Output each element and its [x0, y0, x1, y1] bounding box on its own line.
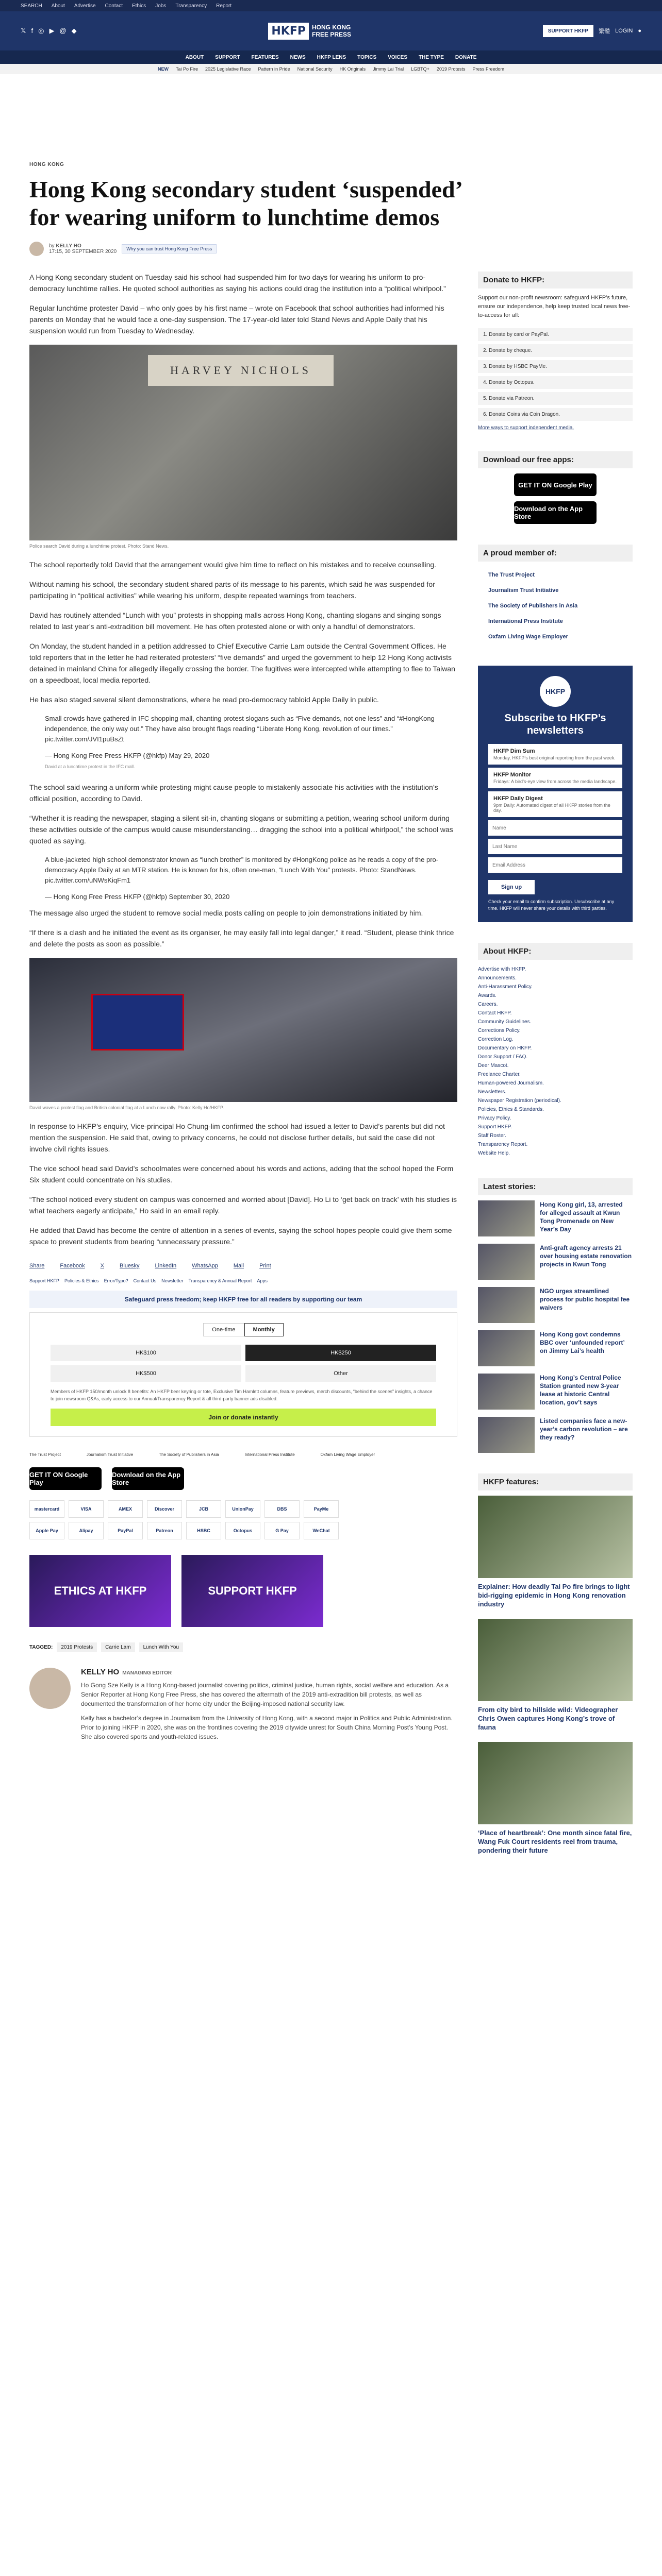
support-banner[interactable]: SUPPORT HKFP: [181, 1555, 323, 1627]
newsletter-widget: [478, 666, 633, 922]
donate-widget: [478, 272, 633, 431]
support-hkfp-button[interactable]: SUPPORT HKFP: [543, 25, 593, 37]
bio-paragraph: Ho Gong Sze Kelly is a Hong Kong-based journalist covering politics, criminal justice, human rights, social welfare and education. As a Senior Reporter at Hong Kong Free Press, she has covered the aftermath of the 2019 anti-extradition bill protests, as well as documented the transformation of her home city under the Beijing-imposed national security law.: [81, 1682, 449, 1707]
author-bio: [81, 1668, 457, 1747]
article-photo: [29, 345, 457, 540]
nav-voices[interactable]: VOICES: [388, 54, 407, 60]
about-link[interactable]: Donor Support / FAQ.: [478, 1054, 528, 1060]
share-linkedin[interactable]: LinkedIn: [155, 1263, 177, 1269]
newsletter-title: Subscribe to HKFP’s newsletters: [504, 713, 606, 736]
about-link[interactable]: Correction Log.: [478, 1037, 514, 1042]
hot-topic[interactable]: National Security: [297, 66, 333, 72]
feature-title[interactable]: Explainer: How deadly Tai Po fire brings to light bid-rigging epidemic in Hong Kong renovation industry: [478, 1583, 630, 1608]
story-title[interactable]: Hong Kong girl, 13, arrested for alleged assault at Kwun Tong Promenade on New Year’s Day: [540, 1201, 623, 1233]
about-link[interactable]: Staff Roster.: [478, 1133, 506, 1139]
widget-heading: Latest stories:: [478, 1178, 633, 1195]
member-logo[interactable]: Oxfam Living Wage Employer: [488, 634, 568, 640]
nav-support[interactable]: SUPPORT: [215, 54, 240, 60]
about-link[interactable]: Support HKFP.: [478, 1124, 512, 1130]
paragraph: “Whether it is reading the newspaper, staging a silent sit-in, chanting slogans or submitting a petition, wearing school uniform during these activities outside of the campus would cause misunderstanding… dragging the school into a political whirlpool,” the school was quoted as saying.: [29, 814, 453, 845]
member-logo[interactable]: The Society of Publishers in Asia: [488, 603, 578, 609]
hot-topic[interactable]: Tai Po Fire: [175, 66, 198, 72]
nav-donate[interactable]: DONATE: [455, 54, 477, 60]
widget-heading: Donate to HKFP:: [478, 272, 633, 289]
hot-topic[interactable]: Pattern in Pride: [258, 66, 290, 72]
tag[interactable]: Carrie Lam: [101, 1642, 135, 1652]
nav-features[interactable]: FEATURES: [251, 54, 279, 60]
donate-method[interactable]: 6. Donate Coins via Coin Dragon.: [478, 408, 633, 421]
payment-icon[interactable]: Discover: [147, 1500, 182, 1518]
share-print[interactable]: Print: [259, 1263, 271, 1269]
join-donate-button[interactable]: Join or donate instantly: [51, 1409, 436, 1426]
story-title[interactable]: Hong Kong’s Central Police Station granted new 3-year lease at historic Central location, gov’t says: [540, 1374, 621, 1406]
feature-image[interactable]: [478, 1742, 633, 1824]
widget-heading: HKFP features:: [478, 1473, 633, 1490]
feature-title[interactable]: From city bird to hillside wild: Videographer Chris Owen captures Hong Kong’s trove of fauna: [478, 1706, 618, 1731]
payment-icon[interactable]: Apple Pay: [29, 1522, 64, 1539]
topbar-contact[interactable]: Contact: [105, 3, 123, 9]
content-columns: [29, 272, 633, 1875]
app-store-button[interactable]: Download on the App Store: [514, 501, 597, 524]
apps-widget: [478, 451, 633, 524]
story-item[interactable]: [478, 1374, 633, 1410]
last-name-field[interactable]: [488, 839, 622, 854]
amount-option[interactable]: Other: [245, 1365, 436, 1382]
payment-icon[interactable]: G Pay: [264, 1522, 300, 1539]
partner-logo[interactable]: The Society of Publishers in Asia: [159, 1452, 219, 1457]
newsletter-note: Check your email to confirm subscription. Unsubscribe at any time. HKFP will never share your details with third parties.: [488, 899, 615, 911]
paragraph: “The school noticed every student on campus was concerned and worried about [David]. Ho Li to ‘get back on track’ with his studies is what teachers eagerly anticipate,” Ho said in an email reply.: [29, 1195, 457, 1215]
topbar-about[interactable]: About: [51, 3, 65, 9]
flag-graphic: [91, 994, 184, 1050]
mastodon-icon[interactable]: ◆: [71, 27, 77, 35]
member-logo[interactable]: The Trust Project: [488, 572, 535, 578]
bio-paragraph: Kelly has a bachelor’s degree in Journalism from the University of Hong Kong, with a second major in Politics and Public Administration. Prior to joining HKFP in 2020, she was on the frontlines covering the 2019 citywide unrest for South China Morning Post’s Young Post. She also covered sports and youth-related issues.: [81, 1715, 453, 1740]
paragraph: “If there is a clash and he initiated the event as its organiser, he may easily fall into legal danger,” it read. “Student, please think thrice and delete the posts as soon as possible.”: [29, 928, 454, 948]
article-body: [29, 272, 457, 1875]
sidebar-app-buttons: [478, 473, 633, 524]
story-thumbnail[interactable]: [478, 1374, 535, 1410]
paragraph: The message also urged the student to remove social media posts calling on people to join demonstrations initiated by him.: [29, 909, 423, 917]
logo-text: HONG KONG FREE PRESS: [312, 24, 352, 38]
payment-icon[interactable]: Alipay: [69, 1522, 104, 1539]
story-thumbnail[interactable]: [478, 1244, 535, 1280]
story-item[interactable]: [478, 1200, 633, 1236]
hot-topic[interactable]: HK Originals: [339, 66, 366, 72]
payment-icon[interactable]: DBS: [264, 1500, 300, 1518]
one-time-tab[interactable]: One-time: [203, 1323, 244, 1336]
topbar-advertise[interactable]: Advertise: [74, 3, 96, 9]
publish-date: 17:15, 30 SEPTEMBER 2020: [49, 249, 117, 255]
nav-type[interactable]: THE TYPE: [419, 54, 444, 60]
tweet-source[interactable]: — Hong Kong Free Press HKFP (@hkfp) May 29, 2020: [45, 752, 210, 759]
main-nav: [0, 50, 662, 64]
widget-heading: About HKFP:: [478, 943, 633, 960]
about-link[interactable]: Website Help.: [478, 1150, 510, 1156]
member-logos: [478, 567, 633, 645]
latest-stories-widget: [478, 1178, 633, 1453]
ethics-banner[interactable]: ETHICS AT HKFP: [29, 1555, 171, 1627]
logo-mark: HKFP: [268, 23, 309, 40]
features-widget: [478, 1473, 633, 1855]
nav-about[interactable]: ABOUT: [185, 54, 204, 60]
story-title[interactable]: Hong Kong govt condemns BBC over ‘unfounded report’ on Jimmy Lai’s health: [540, 1331, 625, 1354]
about-link[interactable]: Policies, Ethics & Standards.: [478, 1107, 544, 1112]
donate-method[interactable]: 4. Donate by Octopus.: [478, 376, 633, 389]
donate-intro: Support our non-profit newsroom: safeguard HKFP’s future, ensure our independence, help keep trusted local news free-to-access for all:: [478, 295, 631, 318]
about-link[interactable]: Corrections Policy.: [478, 1028, 521, 1033]
google-play-button[interactable]: GET IT ON Google Play: [514, 473, 597, 496]
policy-links: [29, 1278, 457, 1283]
about-links: [478, 965, 633, 1158]
hot-topics-bar: [0, 64, 662, 74]
donation-box: [29, 1312, 457, 1437]
trust-badge[interactable]: Why you can trust Hong Kong Free Press: [122, 244, 217, 253]
monthly-tab[interactable]: Monthly: [244, 1323, 284, 1336]
payment-icon[interactable]: WeChat: [304, 1522, 339, 1539]
payment-methods: [29, 1500, 339, 1539]
author-avatar: [29, 242, 44, 256]
story-thumbnail[interactable]: [478, 1287, 535, 1323]
share-x[interactable]: X: [100, 1263, 105, 1269]
donate-method[interactable]: 1. Donate by card or PayPal.: [478, 328, 633, 341]
newsletter-option[interactable]: HKFP Daily Digest 9pm Daily: Automated digest of all HKFP stories from the day.: [488, 791, 622, 817]
partner-logo[interactable]: Journalism Trust Initiative: [86, 1452, 134, 1457]
tag-list: [29, 1642, 457, 1652]
author-name[interactable]: KELLY HO MANAGING EDITOR: [81, 1668, 172, 1676]
widget-heading: A proud member of:: [478, 545, 633, 562]
newsletter-logo: HKFP: [540, 676, 571, 707]
x-icon[interactable]: 𝕏: [21, 27, 26, 35]
search-link[interactable]: SEARCH: [21, 3, 42, 9]
payment-icon[interactable]: PayPal: [108, 1522, 143, 1539]
site-header: [0, 11, 662, 50]
donate-methods: [478, 328, 633, 421]
embedded-tweet: [45, 855, 457, 902]
member-logo[interactable]: Journalism Trust Initiative: [488, 587, 559, 594]
amount-option[interactable]: HK$500: [51, 1365, 241, 1382]
story-thumbnail[interactable]: [478, 1330, 535, 1366]
article-title: Hong Kong secondary student ‘suspended’ for wearing uniform to lunchtime demos: [29, 176, 461, 230]
name-field[interactable]: [488, 820, 622, 836]
topbar-jobs[interactable]: Jobs: [155, 3, 167, 9]
tweet-text: Small crowds have gathered in IFC shopping mall, chanting protest slogans such as “Five demands, not one less” and “#HongKong independence, the only way out.” They have also brought flags reading “Liberate Hong Kong, revolution of our times.” pic.twitter.com/JVI1puBsZt: [45, 715, 435, 743]
nav-news[interactable]: NEWS: [290, 54, 306, 60]
widget-heading: Download our free apps:: [478, 451, 633, 468]
paragraph: He added that David has become the centre of attention in a series of events, saying the school hopes people could give them some space to prevent students from bearing “unnecessary pressure.”: [29, 1226, 452, 1246]
about-link[interactable]: Newspaper Registration (periodical).: [478, 1098, 561, 1104]
sidebar: [478, 272, 633, 1875]
paragraph: The vice school head said David’s schoolmates were concerned about his words and actions, adding that the school hoped the Form Six student could concentrate on his studies.: [29, 1164, 454, 1184]
payment-icon[interactable]: VISA: [69, 1500, 104, 1518]
article-photo: [29, 958, 457, 1102]
share-bluesky[interactable]: Bluesky: [120, 1263, 140, 1269]
policy-link[interactable]: Support HKFP: [29, 1278, 60, 1283]
about-link[interactable]: Anti-Harassment Policy.: [478, 984, 533, 990]
about-link[interactable]: Advertise with HKFP.: [478, 967, 526, 972]
payment-icon[interactable]: HSBC: [186, 1522, 221, 1539]
policy-link[interactable]: Contact Us: [133, 1278, 157, 1283]
header-actions: [543, 25, 641, 37]
share-facebook[interactable]: Facebook: [60, 1263, 85, 1269]
press-freedom-banner[interactable]: Safeguard press freedom; keep HKFP free for all readers by supporting our team: [29, 1291, 457, 1308]
page-wrapper: [29, 162, 633, 1875]
facebook-icon[interactable]: f: [31, 27, 34, 35]
more-ways-link[interactable]: More ways to support independent media.: [478, 425, 574, 431]
partner-logo[interactable]: Oxfam Living Wage Employer: [320, 1452, 375, 1457]
amount-option[interactable]: HK$100: [51, 1345, 241, 1361]
story-item[interactable]: [478, 1417, 633, 1453]
paragraph: Without naming his school, the secondary student shared parts of its message to his parents, which said he was suspended for participating in “political activities” while wearing his uniform, despite repeated warnings from teachers.: [29, 580, 435, 600]
donate-method[interactable]: 3. Donate by HSBC PayMe.: [478, 360, 633, 373]
story-item[interactable]: [478, 1244, 633, 1280]
feature-title[interactable]: ‘Place of heartbreak’: One month since fatal fire, Wang Fuk Court residents reel from trauma, pondering their future: [478, 1829, 632, 1854]
about-link[interactable]: Awards.: [478, 993, 496, 998]
app-store-button[interactable]: Download on the App Store: [112, 1467, 184, 1490]
policy-link[interactable]: Policies & Ethics: [64, 1278, 99, 1283]
signup-button[interactable]: Sign up: [488, 880, 535, 894]
paragraph: The school reportedly told David that the arrangement would give him time to reflect on his mistakes and to receive counselling.: [29, 561, 437, 569]
threads-icon[interactable]: @: [59, 27, 67, 35]
about-link[interactable]: Documentary on HKFP.: [478, 1045, 532, 1051]
story-item[interactable]: [478, 1287, 633, 1323]
policy-link[interactable]: Error/Typo?: [104, 1278, 128, 1283]
member-widget: [478, 545, 633, 645]
newsletter-option[interactable]: HKFP Monitor Fridays: A bird’s-eye view from across the media landscape.: [488, 768, 622, 788]
policy-link[interactable]: Newsletter: [161, 1278, 184, 1283]
topbar-transparency[interactable]: Transparency: [175, 3, 207, 9]
donate-method[interactable]: 2. Donate by cheque.: [478, 344, 633, 357]
top-utility-bar: [0, 0, 662, 11]
membership-note: Members of HKFP 150/month unlock 8 benefits: An HKFP beer keyring or tote, Exclusive Tim Hamlett columns, feature previews, merch discounts, “behind the scenes” insights, a chance to join newsroom Q&As, early access to our Annual/Transparency Report & all third-party banner ads disabled.: [51, 1389, 433, 1401]
about-link[interactable]: Transparency Report.: [478, 1142, 528, 1147]
tweet-source[interactable]: — Hong Kong Free Press HKFP (@hkfp) September 30, 2020: [45, 893, 230, 901]
topbar-report[interactable]: Report: [216, 3, 232, 9]
share-mail[interactable]: Mail: [233, 1263, 244, 1269]
author-role: MANAGING EDITOR: [122, 1670, 172, 1676]
about-widget: [478, 943, 633, 1158]
google-play-button[interactable]: GET IT ON Google Play: [29, 1467, 102, 1490]
share-whatsapp[interactable]: WhatsApp: [192, 1263, 218, 1269]
donate-method[interactable]: 5. Donate via Patreon.: [478, 392, 633, 405]
login-link[interactable]: LOGIN: [615, 28, 633, 34]
paragraph: In response to HKFP’s enquiry, Vice-principal Ho Chung-lim confirmed the school had issued a letter to David’s parents but did not mention the suspension. He said that, owing to privacy concerns, he could not disclose further details, but said the case did not involve civil rights issues.: [29, 1122, 445, 1153]
email-field[interactable]: [488, 857, 622, 873]
language-link[interactable]: 繁體: [599, 28, 610, 35]
paragraph: Regular lunchtime protester David – who only goes by his first name – wrote on Facebook that school authorities had informed his parents on Monday that he would face a one-day suspension. The 17-year-old later told Stand News and Apple Daily that his suspension would run from Tuesday to Wednesday.: [29, 304, 444, 335]
payment-icon[interactable]: mastercard: [29, 1500, 64, 1518]
photo-caption: Police search David during a lunchtime protest. Photo: Stand News.: [29, 544, 169, 549]
about-link[interactable]: Announcements.: [478, 975, 517, 981]
story-title[interactable]: Listed companies face a new-year’s carbon revolution – are they ready?: [540, 1417, 628, 1441]
paragraph: David has routinely attended “Lunch with you” protests in shopping malls across Hong Kong, chanting slogans and singing songs related to last year’s anti-extradition bill movement. He has often protested alone or with only a handful of demonstrators.: [29, 611, 441, 631]
story-title[interactable]: NGO urges streamlined process for public hospital fee waivers: [540, 1287, 630, 1311]
payment-icon[interactable]: Octopus: [225, 1522, 260, 1539]
share-link[interactable]: Share: [29, 1263, 45, 1269]
payment-icon[interactable]: JCB: [186, 1500, 221, 1518]
paragraph: The school said wearing a uniform while protesting might cause people to mistakenly associate his activities with the institution’s official position, according to David.: [29, 783, 438, 803]
social-icons: [21, 27, 77, 35]
tag[interactable]: 2019 Protests: [57, 1642, 97, 1652]
story-item[interactable]: [478, 1330, 633, 1366]
author-link[interactable]: KELLY HO: [56, 243, 81, 249]
about-link[interactable]: Privacy Policy.: [478, 1115, 511, 1121]
instagram-icon[interactable]: ◎: [38, 27, 44, 35]
amount-option[interactable]: HK$250: [245, 1345, 436, 1361]
tag[interactable]: Lunch With You: [139, 1642, 184, 1652]
nav-lens[interactable]: HKFP LENS: [317, 54, 346, 60]
embedded-tweet: [45, 714, 457, 761]
store-sign: HARVEY NICHOLS: [148, 355, 334, 386]
user-icon[interactable]: ●: [638, 28, 641, 34]
about-link[interactable]: Human-powered Journalism.: [478, 1080, 544, 1086]
hot-topic[interactable]: 2019 Protests: [436, 66, 466, 72]
site-logo[interactable]: [268, 23, 351, 40]
payment-icon[interactable]: Patreon: [147, 1522, 182, 1539]
about-link[interactable]: Contact HKFP.: [478, 1010, 512, 1016]
category-label[interactable]: HONG KONG: [29, 162, 64, 167]
policy-link[interactable]: Apps: [257, 1278, 268, 1283]
payment-icon[interactable]: AMEX: [108, 1500, 143, 1518]
feature-image[interactable]: [478, 1619, 633, 1701]
story-thumbnail[interactable]: [478, 1417, 535, 1453]
byline: [29, 242, 633, 256]
author-box: [29, 1668, 457, 1747]
hot-topic[interactable]: 2025 Legislative Race: [205, 66, 251, 72]
tweet-caption: David at a lunchtime protest in the IFC mall.: [45, 764, 135, 769]
frequency-toggle: [51, 1323, 436, 1336]
about-link[interactable]: Newsletters.: [478, 1089, 507, 1095]
topbar-ethics[interactable]: Ethics: [131, 3, 146, 9]
tags-label: TAGGED:: [29, 1645, 53, 1650]
payment-icon[interactable]: UnionPay: [225, 1500, 260, 1518]
nav-topics[interactable]: TOPICS: [357, 54, 377, 60]
tweet-text: A blue-jacketed high school demonstrator known as “lunch brother” is monitored by #HongKong police as he reads a copy of the pro-democracy Apple Daily at an MTR station. He is known for his, often one-man, “Lunch With You” protests. Photo: StandNews. pic.twitter.com/uNWsKiqFm1: [45, 856, 439, 884]
policy-link[interactable]: Transparency & Annual Report: [188, 1278, 252, 1283]
amount-options: [51, 1345, 436, 1382]
photo-caption: David waves a protest flag and British colonial flag at a Lunch now rally. Photo: Kelly Ho/HKFP.: [29, 1105, 224, 1110]
member-logo[interactable]: International Press Institute: [488, 618, 563, 624]
about-link[interactable]: Deer Mascot.: [478, 1063, 509, 1069]
byline-text: by KELLY HO 17:15, 30 SEPTEMBER 2020: [49, 243, 117, 255]
partner-logo[interactable]: International Press Institute: [244, 1452, 295, 1457]
hot-topic[interactable]: LGBTQ+: [411, 66, 429, 72]
author-photo[interactable]: [29, 1668, 71, 1709]
youtube-icon[interactable]: ▶: [49, 27, 55, 35]
partner-logos: [29, 1452, 457, 1457]
feature-image[interactable]: [478, 1496, 633, 1578]
newsletter-option[interactable]: HKFP Dim Sum Monday, HKFP’s best original reporting from the past week.: [488, 744, 622, 765]
about-link[interactable]: Careers.: [478, 1002, 498, 1007]
share-bar: [29, 1263, 457, 1269]
payment-icon[interactable]: PayMe: [304, 1500, 339, 1518]
promo-banners: [29, 1555, 457, 1627]
app-buttons: [29, 1467, 457, 1490]
new-label: NEW: [157, 66, 169, 72]
hot-topic[interactable]: Press Freedom: [472, 66, 505, 72]
about-link[interactable]: Community Guidelines.: [478, 1019, 532, 1025]
about-link[interactable]: Freelance Charter.: [478, 1072, 521, 1077]
paragraph: He has also staged several silent demonstrations, where he read pro-democracy tabloid Apple Daily in public.: [29, 696, 379, 704]
partner-logo[interactable]: The Trust Project: [29, 1452, 61, 1457]
story-thumbnail[interactable]: [478, 1200, 535, 1236]
hot-topic[interactable]: Jimmy Lai Trial: [373, 66, 404, 72]
paragraph: A Hong Kong secondary student on Tuesday said his school had suspended him for two days for wearing his uniform to pro-democracy lunchtime rallies. He quoted school authorities as saying his actions could drag the institution into a “political whirlpool.”: [29, 273, 446, 293]
story-title[interactable]: Anti-graft agency arrests 21 over housing estate renovation projects in Kwun Tong: [540, 1244, 632, 1268]
paragraph: On Monday, the student handed in a petition addressed to Chief Executive Carrie Lam outside the Central Government Offices. He told reporters that in the letter he had reiterated protesters’ “five demands” and urged the government to help 12 Hong Kong activists detained in mainland China for allegedly illegally crossing the border. The fugitives were intercepted while attempting to flee to Taiwan on a speedboat, local media reported.: [29, 642, 455, 684]
